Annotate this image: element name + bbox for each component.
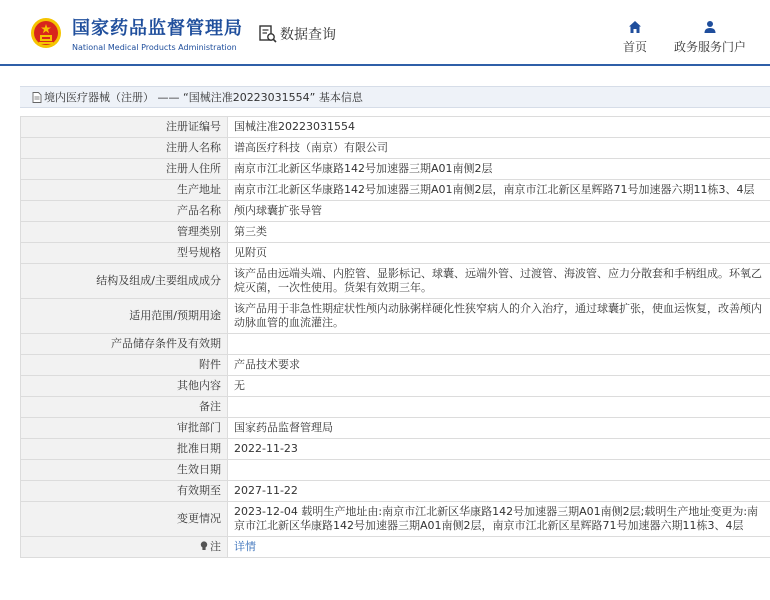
row-label: 适用范围/预期用途 bbox=[21, 299, 228, 334]
table-row bbox=[21, 180, 770, 201]
breadcrumb-text: 境内医疗器械（注册） —— “国械注准20223031554” 基本信息 bbox=[44, 91, 363, 104]
row-label: 生效日期 bbox=[21, 460, 228, 481]
table-row-note bbox=[21, 537, 770, 558]
user-icon bbox=[703, 20, 717, 34]
row-value bbox=[228, 460, 770, 481]
note-value-cell bbox=[228, 537, 770, 558]
row-value: 国械注准20223031554 bbox=[228, 117, 770, 138]
table-row bbox=[21, 299, 770, 334]
row-label: 备注 bbox=[21, 397, 228, 418]
row-label: 注册人住所 bbox=[21, 159, 228, 180]
site-header bbox=[0, 0, 770, 66]
row-value: 见附页 bbox=[228, 243, 770, 264]
document-icon bbox=[32, 92, 42, 103]
row-value: 2023-12-04 载明生产地址由:南京市江北新区华康路142号加速器三期A01南侧2层;载明生产地址变更为:南京市江北新区华康路142号加速器三期A01南侧2层，南京市江北新区星辉路71号加速器六期11栋3、4层 bbox=[228, 502, 770, 537]
row-value: 颅内球囊扩张导管 bbox=[228, 201, 770, 222]
row-value: 2022-11-23 bbox=[228, 439, 770, 460]
row-value: 第三类 bbox=[228, 222, 770, 243]
row-label: 型号规格 bbox=[21, 243, 228, 264]
row-label: 审批部门 bbox=[21, 418, 228, 439]
row-value: 无 bbox=[228, 376, 770, 397]
main-content bbox=[20, 86, 770, 558]
table-row bbox=[21, 418, 770, 439]
row-label: 注册证编号 bbox=[21, 117, 228, 138]
nav-service-portal[interactable] bbox=[672, 20, 748, 55]
row-label: 产品名称 bbox=[21, 201, 228, 222]
breadcrumb bbox=[20, 86, 770, 108]
table-row bbox=[21, 481, 770, 502]
row-label: 附件 bbox=[21, 355, 228, 376]
row-value: 2027-11-22 bbox=[228, 481, 770, 502]
row-value: 该产品用于非急性期症状性颅内动脉粥样硬化性狭窄病人的介入治疗，通过球囊扩张，使血运恢复，改善颅内动脉血管的血流灌注。 bbox=[228, 299, 770, 334]
row-label: 产品储存条件及有效期 bbox=[21, 334, 228, 355]
note-label-cell bbox=[21, 537, 228, 558]
row-label: 其他内容 bbox=[21, 376, 228, 397]
row-label: 生产地址 bbox=[21, 180, 228, 201]
table-row bbox=[21, 201, 770, 222]
row-value: 该产品由远端头端、内腔管、显影标记、球囊、远端外管、过渡管、海波管、应力分散套和手柄组成。环氧乙烷灭菌，一次性使用。货架有效期三年。 bbox=[228, 264, 770, 299]
nav-home-label: 首页 bbox=[622, 40, 647, 54]
row-value: 产品技术要求 bbox=[228, 355, 770, 376]
table-row bbox=[21, 334, 770, 355]
data-query-label: 数据查询 bbox=[280, 27, 336, 43]
row-label: 注册人名称 bbox=[21, 138, 228, 159]
note-label: 注 bbox=[210, 540, 221, 553]
table-row bbox=[21, 376, 770, 397]
national-emblem-icon bbox=[30, 16, 62, 50]
row-label: 变更情况 bbox=[21, 502, 228, 537]
table-row bbox=[21, 355, 770, 376]
row-value: 谱高医疗科技（南京）有限公司 bbox=[228, 138, 770, 159]
site-title-en: National Medical Products Administration bbox=[72, 43, 237, 52]
table-row bbox=[21, 264, 770, 299]
row-value bbox=[228, 334, 770, 355]
document-search-icon bbox=[258, 24, 278, 44]
table-row bbox=[21, 502, 770, 537]
details-link[interactable]: 详情 bbox=[234, 540, 256, 553]
table-row bbox=[21, 397, 770, 418]
table-row bbox=[21, 439, 770, 460]
info-table bbox=[20, 116, 770, 558]
table-row bbox=[21, 138, 770, 159]
site-title-cn: 国家药品监督管理局 bbox=[72, 18, 243, 39]
table-row bbox=[21, 243, 770, 264]
brand[interactable] bbox=[72, 18, 243, 54]
nav-home[interactable] bbox=[620, 20, 650, 55]
table-row bbox=[21, 117, 770, 138]
row-value: 南京市江北新区华康路142号加速器三期A01南侧2层 bbox=[228, 159, 770, 180]
lightbulb-icon bbox=[200, 541, 208, 551]
data-query-link[interactable] bbox=[258, 24, 336, 44]
row-value bbox=[228, 397, 770, 418]
row-label: 批准日期 bbox=[21, 439, 228, 460]
home-icon bbox=[628, 20, 642, 34]
row-label: 结构及组成/主要组成成分 bbox=[21, 264, 228, 299]
table-row bbox=[21, 460, 770, 481]
row-value: 国家药品监督管理局 bbox=[228, 418, 770, 439]
row-label: 有效期至 bbox=[21, 481, 228, 502]
table-row bbox=[21, 159, 770, 180]
row-label: 管理类别 bbox=[21, 222, 228, 243]
table-row bbox=[21, 222, 770, 243]
nav-service-label: 政务服务门户 bbox=[673, 40, 746, 54]
row-value: 南京市江北新区华康路142号加速器三期A01南侧2层，南京市江北新区星辉路71号加速器六期11栋3、4层 bbox=[228, 180, 770, 201]
